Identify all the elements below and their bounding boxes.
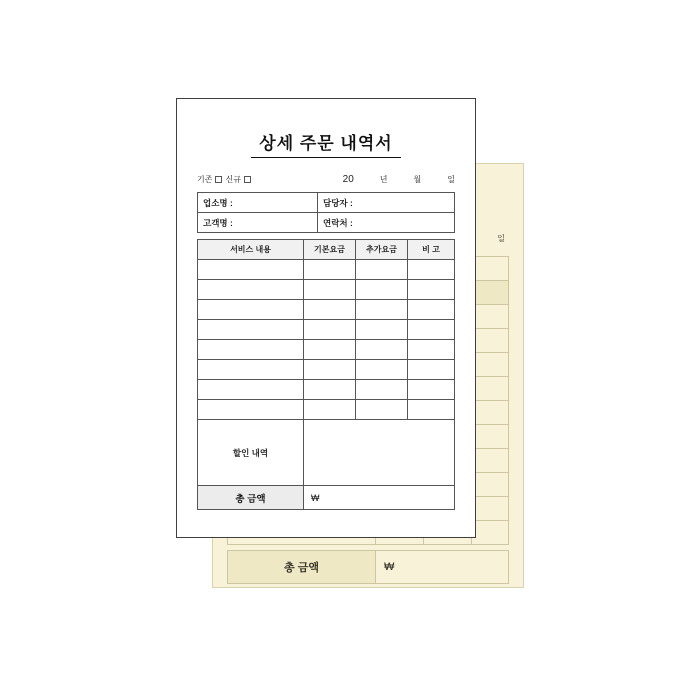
service-items-table	[197, 239, 455, 510]
cell-extra-fee[interactable]	[356, 400, 408, 419]
checkbox-label-new: 신규	[225, 175, 241, 184]
cell-extra-fee[interactable]	[356, 360, 408, 379]
column-header-note: 비 고	[422, 245, 440, 254]
cell-extra-fee[interactable]	[356, 340, 408, 359]
carbon-copy-total-label: 총 금액	[228, 551, 376, 583]
table-row[interactable]	[198, 400, 454, 420]
table-row[interactable]	[198, 260, 454, 280]
carbon-copy-cell	[472, 401, 508, 424]
cell-base-fee[interactable]	[304, 300, 356, 319]
cell-extra-fee[interactable]	[356, 260, 408, 279]
cell-service[interactable]	[198, 380, 304, 399]
table-header-row	[198, 240, 454, 260]
info-row-shop	[198, 193, 454, 213]
cell-note[interactable]	[408, 380, 454, 399]
date-year-unit: 년	[379, 175, 388, 184]
order-form-content	[197, 117, 455, 521]
cell-note[interactable]	[408, 360, 454, 379]
table-row[interactable]	[198, 280, 454, 300]
cell-extra-fee[interactable]	[356, 280, 408, 299]
checkbox-existing[interactable]	[215, 176, 222, 183]
page-title: 상세 주문 내역서	[259, 134, 393, 153]
customer-info-table	[197, 192, 455, 233]
table-row[interactable]	[198, 380, 454, 400]
carbon-copy-cell	[472, 305, 508, 328]
cell-service[interactable]	[198, 320, 304, 339]
date-year-prefix: 20	[342, 174, 354, 185]
cell-base-fee[interactable]	[304, 280, 356, 299]
cell-base-fee[interactable]	[304, 340, 356, 359]
carbon-copy-cell	[472, 425, 508, 448]
carbon-copy-cell	[472, 353, 508, 376]
table-row[interactable]	[198, 360, 454, 380]
info-row-customer	[198, 213, 454, 233]
total-label: 총 금액	[198, 486, 304, 509]
carbon-copy-total-row	[227, 550, 509, 584]
cell-extra-fee[interactable]	[356, 320, 408, 339]
title-underline	[251, 157, 401, 158]
column-header-service: 서비스 내용	[198, 240, 304, 259]
carbon-copy-cell	[472, 281, 508, 304]
cell-service[interactable]	[198, 260, 304, 279]
cell-service[interactable]	[198, 340, 304, 359]
cell-base-fee[interactable]	[304, 260, 356, 279]
total-row	[198, 486, 454, 510]
carbon-copy-total-value: ₩	[384, 561, 395, 573]
carbon-copy-date-unit: 일	[497, 234, 505, 243]
table-row[interactable]	[198, 340, 454, 360]
cell-note[interactable]	[408, 320, 454, 339]
checkbox-label-existing: 기존	[197, 175, 213, 184]
carbon-copy-cell	[472, 377, 508, 400]
cell-service[interactable]	[198, 400, 304, 419]
cell-service[interactable]	[198, 280, 304, 299]
carbon-copy-cell	[472, 257, 508, 280]
column-header-base-fee: 기본요금	[304, 240, 356, 259]
cell-note[interactable]	[408, 400, 454, 419]
cell-extra-fee[interactable]	[356, 300, 408, 319]
checkbox-new[interactable]	[244, 176, 251, 183]
cell-extra-fee[interactable]	[356, 380, 408, 399]
cell-base-fee[interactable]	[304, 400, 356, 419]
cell-base-fee[interactable]	[304, 360, 356, 379]
cell-note[interactable]	[408, 260, 454, 279]
cell-note[interactable]	[408, 280, 454, 299]
carbon-copy-cell	[472, 473, 508, 496]
discount-row	[198, 420, 454, 486]
cell-base-fee[interactable]	[304, 320, 356, 339]
info-label-manager[interactable]: 담당자 :	[323, 197, 353, 208]
date-day-unit: 일	[447, 175, 455, 184]
info-label-contact[interactable]: 연락처 :	[323, 217, 353, 228]
cell-service[interactable]	[198, 300, 304, 319]
carbon-copy-cell	[472, 497, 508, 520]
table-row[interactable]	[198, 320, 454, 340]
info-label-customer-name[interactable]: 고객명 :	[198, 213, 318, 232]
cell-note[interactable]	[408, 340, 454, 359]
form-meta-row	[197, 174, 455, 185]
info-label-shop-name[interactable]: 업소명 :	[198, 193, 318, 212]
status-checkbox-group	[197, 174, 251, 185]
cell-service[interactable]	[198, 360, 304, 379]
table-row[interactable]	[198, 300, 454, 320]
cell-base-fee[interactable]	[304, 380, 356, 399]
cell-note[interactable]	[408, 300, 454, 319]
date-line	[343, 174, 455, 185]
carbon-copy-cell	[472, 449, 508, 472]
order-form-sheet	[176, 98, 476, 538]
discount-value-area[interactable]	[304, 420, 454, 485]
carbon-copy-cell	[472, 521, 508, 544]
discount-label: 할인 내역	[198, 420, 304, 485]
total-value[interactable]: ₩	[311, 492, 320, 503]
column-header-extra-fee: 추가요금	[356, 240, 408, 259]
date-month-unit: 월	[413, 175, 422, 184]
carbon-copy-cell	[472, 329, 508, 352]
